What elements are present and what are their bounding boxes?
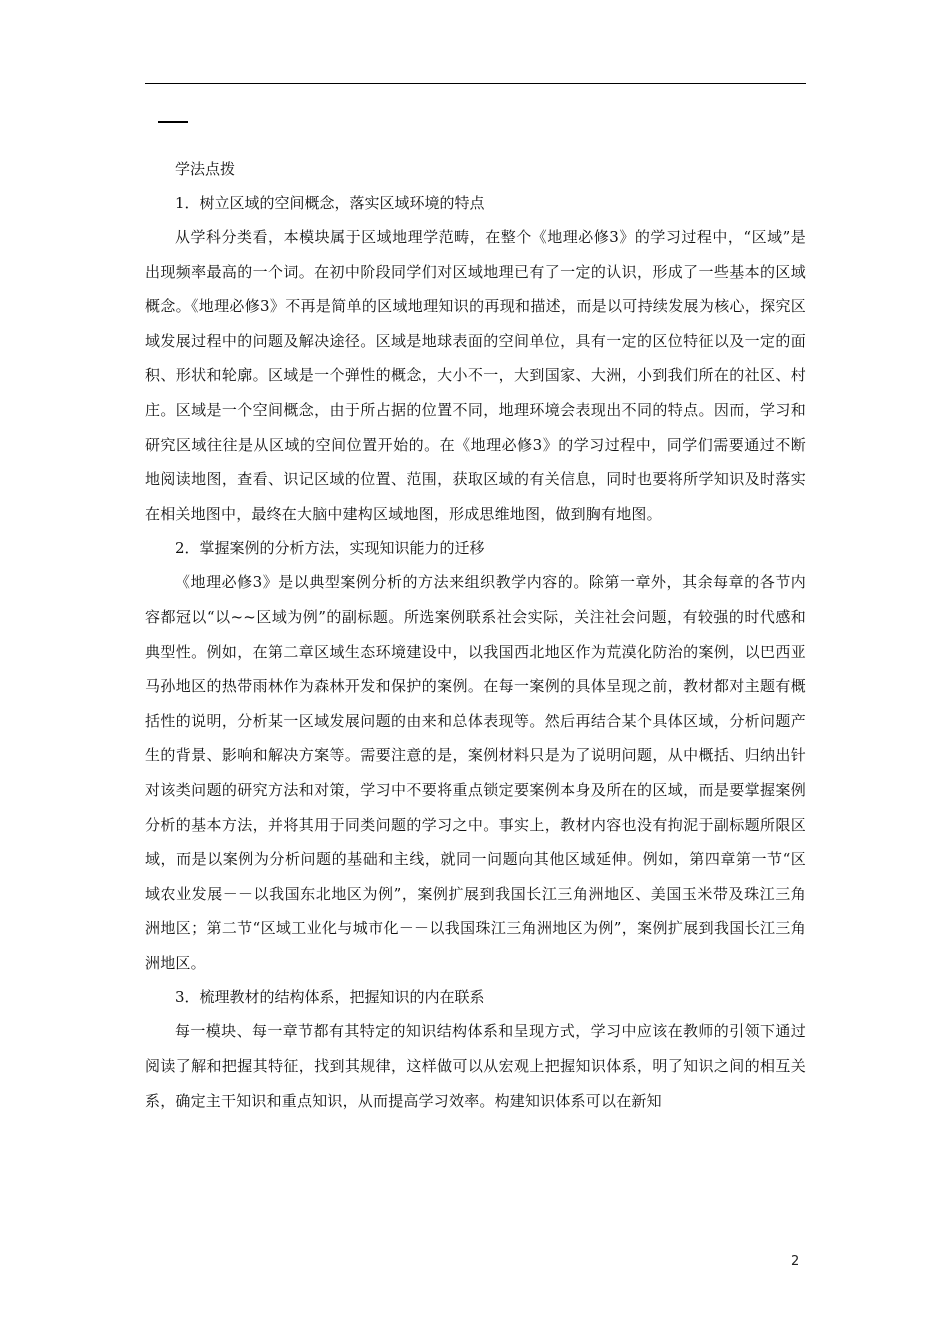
page-number: 2 xyxy=(791,1254,800,1269)
section-heading-3: 3．梳理教材的结构体系，把握知识的内在联系 xyxy=(175,988,485,1007)
header-rule xyxy=(145,83,806,84)
section-heading-2: 2．掌握案例的分析方法，实现知识能力的迁移 xyxy=(175,539,485,558)
section-heading-1: 1．树立区域的空间概念，落实区域环境的特点 xyxy=(175,194,485,212)
header-short-mark xyxy=(158,121,188,123)
section-title: 学法点拨 xyxy=(175,160,236,178)
document-body xyxy=(145,152,806,1118)
section-paragraph-2: 《地理必修3》是以典型案例分析的方法来组织教学内容的。除第一章外，其余每章的各节内容都冠以“以~~区域为例”的副标题。所选案例联系社会实际，关注社会问题，有较强的时代感和典型性。例如，在第二章区域生态环境建设中，以我国西北地区作为荒漠化防治的案例，以巴西亚马孙地区的热带雨林作为森林开发和保护的案例。在每一案例的具体呈现之前，教材都对主题有概括性的说明，分析某一区域发展问题的由来和总体表现等。然后再结合某个具体区域，分析问题产生的背景、影响和解决方案等。需要注意的是，案例材料只是为了说明问题，从中概括、归纳出针对该类问题的研究方法和对策，学习中不要将重点锁定要案例本身及所在的区域，而是要掌握案例分析的基本方法，并将其用于同类问题的学习之中。事实上，教材内容也没有拘泥于副标题所限区域，而是以案例为分析问题的基础和主线，就同一问题向其他区域延伸。例如，第四章第一节“区域农业发展－－以我国东北地区为例”，案例扩展到我国长江三角洲地区、美国玉米带及珠江三角洲地区；第二节“区域工业化与城市化－－以我国珠江三角洲地区为例”，案例扩展到我国长江三角洲地区。 xyxy=(145,573,806,972)
section-paragraph-1: 从学科分类看，本模块属于区域地理学范畴，在整个《地理必修3》的学习过程中，“区域”是出现频率最高的一个词。在初中阶段同学们对区域地理已有了一定的认识，形成了一些基本的区域概念。《地理必修3》不再是简单的区域地理知识的再现和描述，而是以可持续发展为核心，探究区域发展过程中的问题及解决途径。区域是地球表面的空间单位，具有一定的区位特征以及一定的面积、形状和轮廓。区域是一个弹性的概念，大小不一，大到国家、大洲，小到我们所在的社区、村庄。区域是一个空间概念，由于所占据的位置不同，地理环境会表现出不同的特点。因而，学习和研究区域往往是从区域的空间位置开始的。在《地理必修3》的学习过程中，同学们需要通过不断地阅读地图，查看、识记区域的位置、范围，获取区域的有关信息，同时也要将所学知识及时落实在相关地图中，最终在大脑中建构区域地图，形成思维地图，做到胸有地图。 xyxy=(145,228,806,523)
section-paragraph-3: 每一模块、每一章节都有其特定的知识结构体系和呈现方式，学习中应该在教师的引领下通过阅读了解和把握其特征，找到其规律，这样做可以从宏观上把握知识体系，明了知识之间的相互关系，确定主干知识和重点知识，从而提高学习效率。构建知识体系可以在新知 xyxy=(145,1022,806,1110)
